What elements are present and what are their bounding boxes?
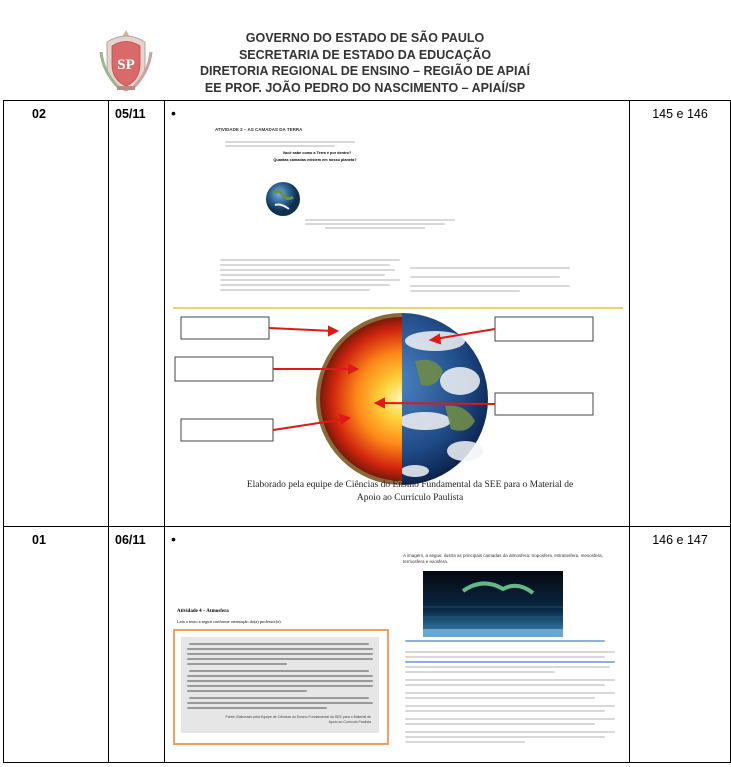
diagram-caption: Elaborado pela equipe de Ciências do Ensino Fundamental da SEE para o Material de Apoio ao Currículo Paulista	[246, 480, 574, 503]
reading-source: Fonte: Elaborado pela Equipe de Ciências do Ensino Fundamental da SEE para o Material de Apoio ao Currículo Paulista	[225, 715, 371, 724]
activity-cell	[165, 101, 630, 527]
reading-text-box	[173, 629, 389, 745]
row-date: 05/11	[109, 101, 165, 527]
table-row	[4, 101, 731, 527]
document-header	[0, 0, 697, 100]
label-box-5[interactable]	[495, 393, 593, 415]
header-line-2: SECRETARIA DE ESTADO DA EDUCAÇÃO	[238, 47, 492, 62]
page-numbers: 146 e 147	[630, 527, 731, 763]
label-box-2[interactable]	[175, 357, 273, 381]
activity-intro: Leia o texto a seguir conforme orientação do(a) professor(a).	[177, 619, 282, 624]
row-date: 06/11	[109, 527, 165, 763]
schedule-table	[3, 100, 731, 763]
header-line-1: GOVERNO DO ESTADO DE SÃO PAULO	[245, 31, 485, 45]
small-earth-image	[265, 181, 301, 217]
question-1: Você sabe como a Terra é por dentro?	[282, 151, 352, 155]
table-row	[4, 527, 731, 763]
header-line-4: EE PROF. JOÃO PEDRO DO NASCIMENTO – APIAÍ/SP	[204, 80, 526, 95]
divider-line	[173, 307, 623, 309]
label-box-3[interactable]	[181, 419, 273, 441]
activity-title: ATIVIDADE 2 – AS CAMADAS DA TERRA	[215, 127, 303, 132]
seal-lettering: SP	[117, 57, 135, 73]
question-2: Quantas camadas existem em nosso planeta?	[273, 158, 357, 162]
bullet: •	[171, 105, 176, 121]
header-text	[150, 30, 580, 96]
activity-title: Atividade 4 – Atmosfera	[177, 609, 229, 614]
label-box-1[interactable]	[181, 317, 269, 339]
atmosphere-intro: A imagem, a seguir, ilustra as principais camadas da atmosfera: troposfera, estratosfera, mesosfera, termosfera e exosfera.	[403, 553, 603, 564]
row-number: 01	[4, 527, 109, 763]
sao-paulo-seal-icon	[99, 28, 153, 94]
page-numbers: 145 e 146	[630, 101, 731, 527]
header-line-3: DIRETORIA REGIONAL DE ENSINO – REGIÃO DE APIAÍ	[200, 64, 530, 78]
label-box-4[interactable]	[495, 317, 593, 341]
bullet: •	[171, 531, 176, 547]
row-number: 02	[4, 101, 109, 527]
activity-cell	[165, 527, 630, 763]
earth-layers-diagram	[175, 311, 615, 491]
atmosphere-layers-image	[423, 571, 563, 637]
